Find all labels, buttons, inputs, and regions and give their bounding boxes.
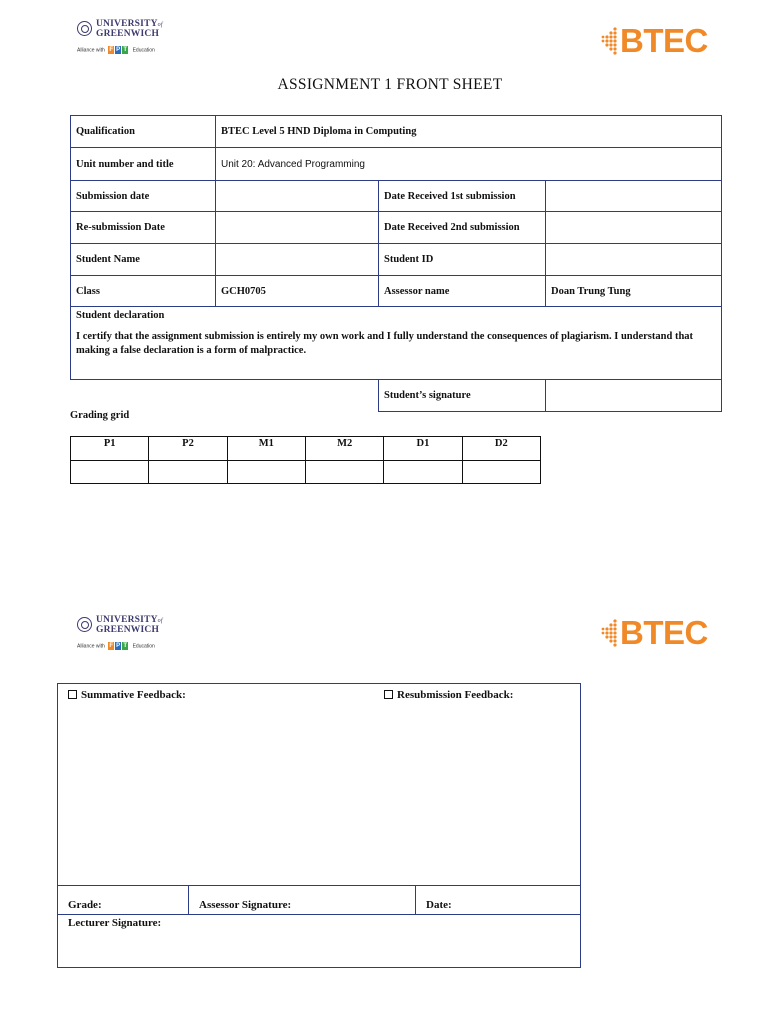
fpt-letter-f: F: [109, 643, 114, 649]
university-name-line1: UNIVERSITY: [96, 615, 158, 625]
fpt-letter-t: T: [123, 643, 128, 649]
resubmission-checkbox-icon[interactable]: [384, 690, 393, 699]
university-name-line1: UNIVERSITY: [96, 19, 158, 29]
lecturer-signature-field[interactable]: [68, 917, 161, 929]
summative-feedback-label: Summative Feedback:: [81, 689, 186, 701]
student-signature-label: Student’s signature: [379, 380, 546, 412]
student-name-label: Student Name: [71, 244, 216, 276]
date-field[interactable]: [416, 886, 580, 914]
class-label: Class: [71, 276, 216, 307]
front-sheet-table: [70, 115, 722, 412]
fpt-letter-f: F: [109, 47, 114, 53]
alliance-line: [77, 642, 155, 650]
class-value[interactable]: GCH0705: [216, 276, 379, 307]
alliance-prefix: Alliance with: [77, 643, 105, 650]
university-name-line2: GREENWICH: [96, 625, 160, 635]
lecturer-signature-label: Lecturer Signature:: [68, 917, 162, 929]
student-name-field[interactable]: [216, 244, 379, 276]
assessor-signature-field[interactable]: [189, 886, 416, 914]
resubmission-feedback-label: Resubmission Feedback:: [397, 689, 514, 701]
fpt-letter-p: P: [116, 47, 121, 53]
grade-header-p2: P2: [149, 437, 227, 461]
assessor-label: Assessor name: [379, 276, 546, 307]
student-signature-field[interactable]: [546, 380, 722, 412]
blank-cell: [71, 380, 379, 412]
student-id-field[interactable]: [546, 244, 722, 276]
grade-header-d1: D1: [384, 437, 462, 461]
alliance-line: [77, 46, 155, 54]
grade-cell-d1[interactable]: [384, 461, 462, 484]
grade-cell-p1[interactable]: [71, 461, 149, 484]
grade-header-d2: D2: [462, 437, 540, 461]
grade-cell-d2[interactable]: [462, 461, 540, 484]
student-id-label: Student ID: [379, 244, 546, 276]
university-name-line2: GREENWICH: [96, 29, 160, 39]
grade-header-p1: P1: [71, 437, 149, 461]
fpt-logo-icon: [108, 46, 129, 54]
date-received-2-field[interactable]: [546, 212, 722, 244]
qualification-value[interactable]: BTEC Level 5 HND Diploma in Computing: [216, 116, 722, 148]
qualification-label: Qualification: [71, 116, 216, 148]
grade-header-m2: M2: [305, 437, 383, 461]
page-title: ASSIGNMENT 1 FRONT SHEET: [277, 76, 503, 93]
btec-wordmark: BTEC: [620, 614, 708, 651]
btec-dots-icon: [600, 26, 620, 60]
university-seal-icon: [77, 21, 92, 36]
assessor-signature-label: Assessor Signature:: [199, 899, 292, 911]
summative-checkbox-icon[interactable]: [68, 690, 77, 699]
alliance-suffix: Education: [132, 47, 155, 54]
date-received-2-label: Date Received 2nd submission: [379, 212, 546, 244]
resubmission-feedback-option[interactable]: [384, 689, 513, 701]
declaration-cell: [71, 307, 722, 380]
fpt-logo-icon: [108, 642, 129, 650]
date-label: Date:: [426, 899, 452, 911]
unit-value[interactable]: Unit 20: Advanced Programming: [216, 148, 722, 181]
declaration-title: Student declaration: [76, 310, 165, 321]
feedback-box: [57, 683, 581, 968]
feedback-signature-row: [58, 885, 580, 915]
grade-label: Grade:: [68, 899, 102, 911]
university-name-of: of: [157, 22, 163, 28]
date-received-1-label: Date Received 1st submission: [379, 181, 546, 212]
assessor-value[interactable]: Doan Trung Tung: [546, 276, 722, 307]
grade-cell-p2[interactable]: [149, 461, 227, 484]
fpt-letter-t: T: [123, 47, 128, 53]
alliance-prefix: Alliance with: [77, 47, 105, 54]
fpt-letter-p: P: [116, 643, 121, 649]
btec-dots-icon: [600, 618, 620, 652]
alliance-suffix: Education: [132, 643, 155, 650]
grade-field[interactable]: [58, 886, 189, 914]
university-seal-icon: [77, 617, 92, 632]
resubmission-date-field[interactable]: [216, 212, 379, 244]
btec-wordmark: BTEC: [620, 22, 708, 59]
summative-feedback-option[interactable]: [68, 689, 186, 701]
grade-cell-m2[interactable]: [305, 461, 383, 484]
grading-grid-label: Grading grid: [70, 410, 130, 421]
date-received-1-field[interactable]: [546, 181, 722, 212]
grading-grid: [70, 436, 541, 484]
submission-date-field[interactable]: [216, 181, 379, 212]
unit-label: Unit number and title: [71, 148, 216, 181]
grade-cell-m1[interactable]: [227, 461, 305, 484]
resubmission-date-label: Re-submission Date: [71, 212, 216, 244]
grade-header-m1: M1: [227, 437, 305, 461]
declaration-text: I certify that the assignment submission is entirely my own work and I fully understand the consequences of plagiarism. I understand that making a false declaration is a form of malpractice.: [76, 331, 694, 356]
university-name-of: of: [157, 618, 163, 624]
submission-date-label: Submission date: [71, 181, 216, 212]
